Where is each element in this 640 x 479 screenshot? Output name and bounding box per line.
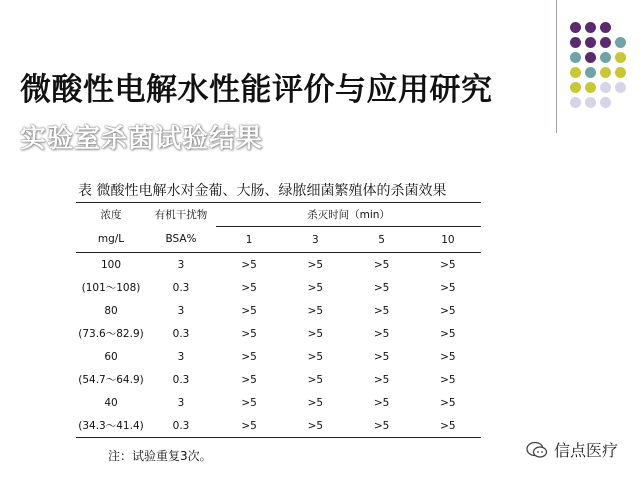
cell-concentration: 60	[104, 350, 118, 363]
table-caption: 表 微酸性电解水对金葡、大肠、绿脓细菌繁殖体的杀菌效果	[78, 183, 447, 199]
cell-bsa: 0.3	[172, 281, 190, 294]
cell-kill-time: >5	[241, 304, 257, 317]
cell-kill-time: >5	[440, 327, 456, 340]
table-row	[76, 276, 481, 299]
slide-title: 微酸性电解水性能评价与应用研究	[20, 72, 493, 108]
cell-kill-time: >5	[373, 419, 390, 432]
cell-concentration: 100	[100, 258, 122, 271]
header-organic: 有机干扰物	[154, 209, 208, 222]
decorative-dot	[600, 82, 611, 93]
decorative-dot	[570, 52, 581, 63]
decorative-dot	[570, 37, 581, 48]
decorative-dot	[585, 37, 596, 48]
table-row	[76, 368, 481, 391]
cell-kill-time: >5	[307, 350, 324, 363]
decorative-dot	[585, 97, 596, 108]
header-concentration: 浓度	[100, 209, 122, 222]
table-row	[76, 345, 481, 368]
decorative-dot	[615, 37, 626, 48]
cell-bsa: 0.3	[172, 327, 190, 340]
cell-concentration: 40	[104, 396, 118, 409]
table-row	[76, 253, 481, 277]
header-kill-time: 杀灭时间（min）	[216, 203, 481, 227]
cell-kill-time: >5	[440, 419, 456, 432]
header-time-3: 3	[312, 233, 319, 246]
decorative-dot	[585, 22, 596, 33]
table-footnote: 注：试验重复3次。	[108, 449, 212, 463]
header-concentration-unit: mg/L	[97, 233, 125, 246]
cell-kill-time: >5	[307, 396, 324, 409]
watermark-text: 信点医疗	[554, 441, 619, 460]
cell-kill-time: >5	[440, 304, 456, 317]
decorative-dot	[570, 67, 581, 78]
decorative-dot	[570, 97, 581, 108]
cell-kill-time: >5	[307, 304, 324, 317]
table-row	[76, 414, 481, 438]
cell-kill-time: >5	[440, 258, 456, 271]
decorative-dot	[585, 67, 596, 78]
results-table	[76, 202, 481, 438]
decorative-dot	[600, 37, 611, 48]
cell-kill-time: >5	[373, 373, 390, 386]
decorative-dot	[585, 82, 596, 93]
header-organic-unit: BSA%	[165, 233, 197, 246]
cell-kill-time: >5	[241, 396, 257, 409]
cell-kill-time: >5	[307, 281, 324, 294]
cell-bsa: 3	[177, 258, 185, 271]
cell-kill-time: >5	[440, 373, 456, 386]
cell-kill-time: >5	[373, 396, 390, 409]
decorative-dot	[600, 67, 611, 78]
cell-kill-time: >5	[241, 350, 257, 363]
cell-kill-time: >5	[307, 373, 324, 386]
cell-concentration: (34.3～41.4)	[78, 420, 144, 432]
slide-subtitle: 实验室杀菌试验结果	[20, 124, 264, 154]
header-time-1: 1	[245, 233, 253, 246]
header-time-10: 10	[441, 233, 455, 246]
table-row	[76, 322, 481, 345]
decorative-dot	[600, 97, 611, 108]
cell-kill-time: >5	[373, 304, 390, 317]
cell-bsa: 3	[177, 350, 185, 363]
cell-kill-time: >5	[373, 327, 390, 340]
cell-kill-time: >5	[241, 419, 257, 432]
cell-concentration: (73.6～82.9)	[78, 328, 144, 340]
table-row	[76, 391, 481, 414]
decorative-dot	[615, 52, 626, 63]
cell-bsa: 3	[177, 304, 185, 317]
table-row	[76, 299, 481, 322]
decorative-dot	[600, 22, 611, 33]
cell-kill-time: >5	[241, 281, 257, 294]
cell-kill-time: >5	[241, 327, 257, 340]
decorative-divider	[556, 0, 557, 133]
cell-kill-time: >5	[307, 419, 324, 432]
cell-bsa: 3	[177, 396, 185, 409]
cell-kill-time: >5	[241, 373, 257, 386]
cell-bsa: 0.3	[172, 419, 190, 432]
cell-kill-time: >5	[440, 350, 456, 363]
cell-kill-time: >5	[440, 396, 456, 409]
watermark	[526, 438, 618, 461]
cell-concentration: (101～108)	[81, 282, 141, 294]
decorative-dot	[615, 82, 626, 93]
cell-concentration: (54.7～64.9)	[78, 374, 144, 386]
chat-bubble-icon	[526, 441, 548, 459]
cell-kill-time: >5	[373, 281, 390, 294]
cell-kill-time: >5	[307, 327, 324, 340]
decorative-dot	[570, 22, 581, 33]
decorative-dot	[585, 52, 596, 63]
decorative-dot	[570, 82, 581, 93]
cell-kill-time: >5	[440, 281, 456, 294]
decorative-dot	[600, 52, 611, 63]
cell-bsa: 0.3	[172, 373, 190, 386]
header-time-5: 5	[378, 233, 385, 246]
cell-kill-time: >5	[373, 258, 390, 271]
cell-kill-time: >5	[241, 258, 257, 271]
cell-kill-time: >5	[307, 258, 324, 271]
decorative-dot	[615, 67, 626, 78]
cell-concentration: 80	[104, 304, 118, 317]
cell-kill-time: >5	[373, 350, 390, 363]
